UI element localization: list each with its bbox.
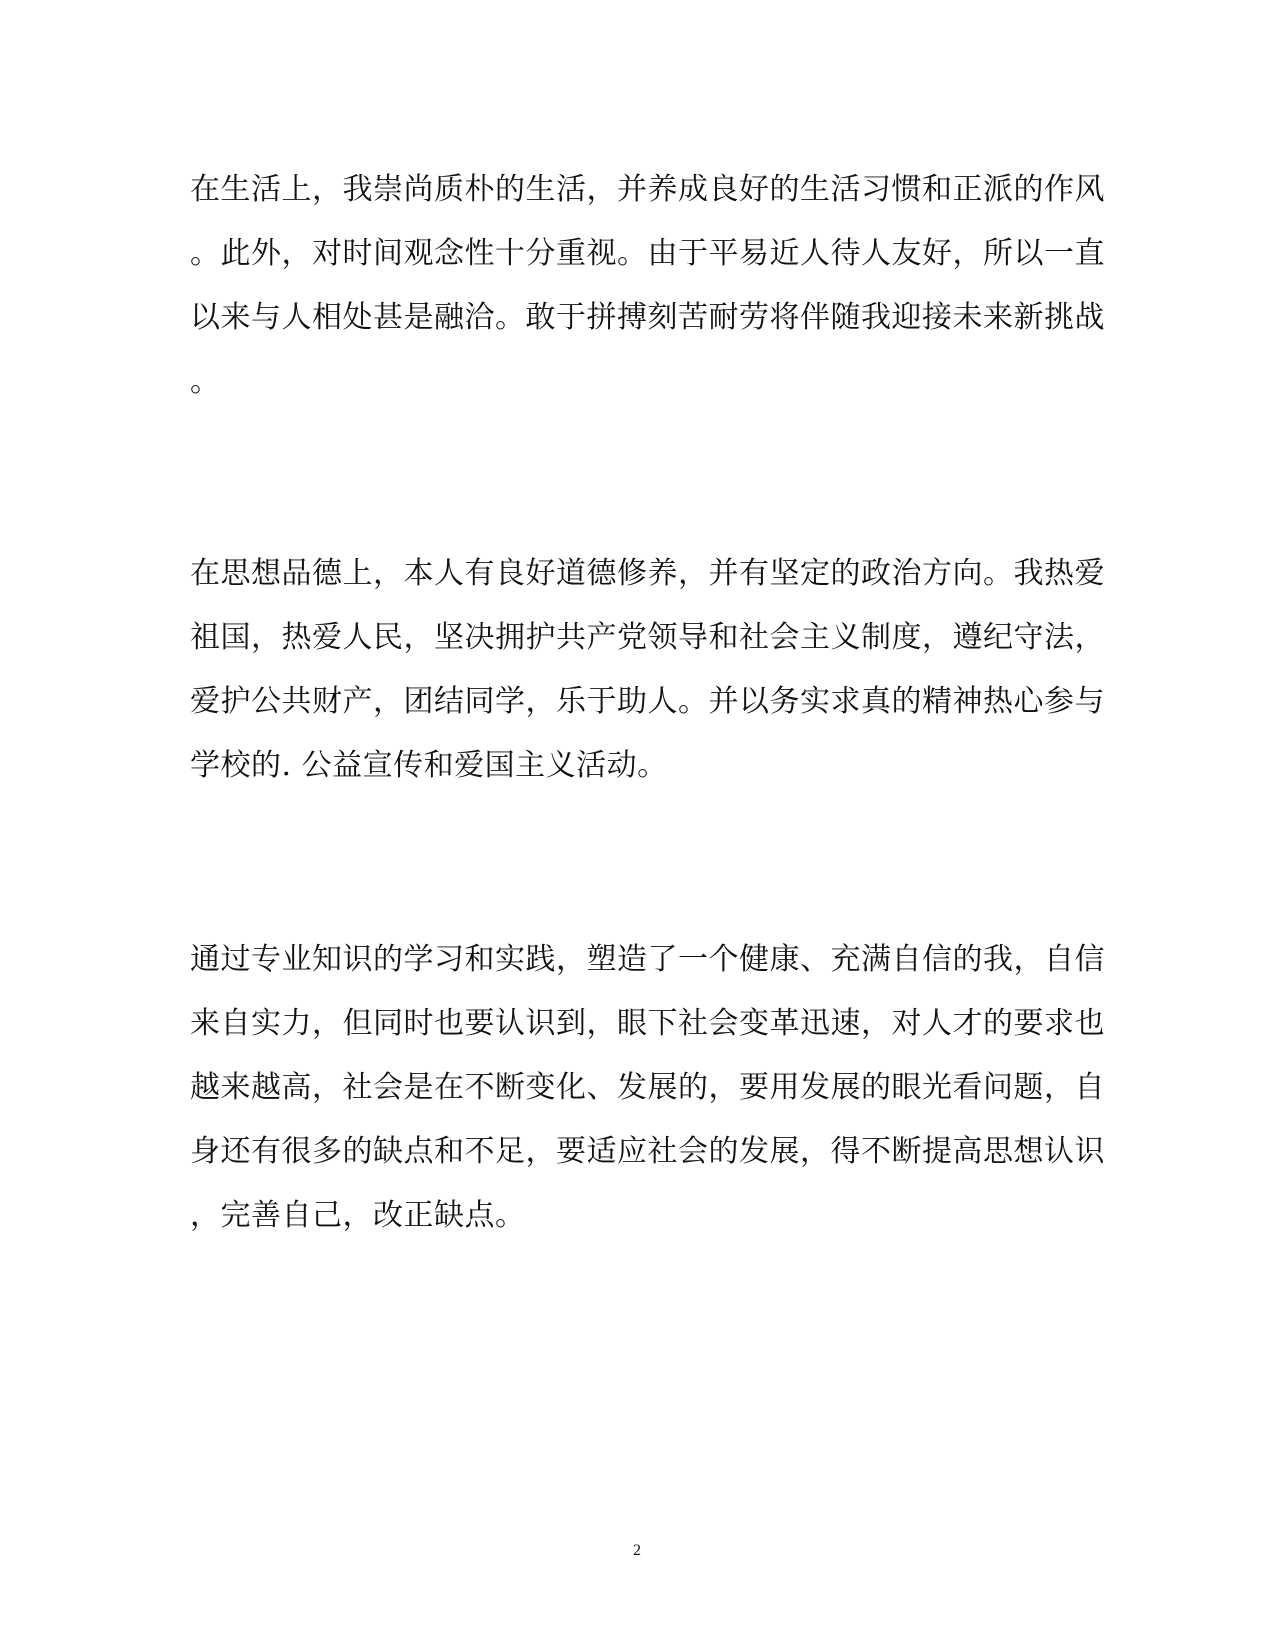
text-line: 通过专业知识的学习和实践，塑造了一个健康、充满自信的我，自信	[190, 942, 1105, 977]
text-line: 。此外，对时间观念性十分重视。由于平易近人待人友好，所以一直	[190, 236, 1105, 271]
text-line: 。	[190, 364, 221, 399]
text-line: 爱护公共财产，团结同学，乐于助人。并以务实求真的精神热心参与	[190, 684, 1105, 719]
text-line: 越来越高，社会是在不断变化、发展的，要用发展的眼光看问题，自	[190, 1070, 1105, 1105]
paragraph-morality	[190, 542, 1105, 798]
text-line: 在生活上，我崇尚质朴的生活，并养成良好的生活习惯和正派的作风	[190, 172, 1105, 207]
text-line: 来自实力，但同时也要认识到，眼下社会变革迅速，对人才的要求也	[190, 1006, 1105, 1041]
paragraph-life	[190, 158, 1105, 414]
text-line: 祖国，热爱人民，坚决拥护共产党领导和社会主义制度，遵纪守法，	[190, 620, 1105, 655]
text-line: 以来与人相处甚是融洽。敢于拼搏刻苦耐劳将伴随我迎接未来新挑战	[190, 300, 1105, 335]
text-line: 身还有很多的缺点和不足，要适应社会的发展，得不断提高思想认识	[190, 1134, 1105, 1169]
text-line: 学校的. 公益宣传和爱国主义活动。	[190, 748, 668, 783]
paragraph-study	[190, 928, 1105, 1248]
text-line: ，完善自己，改正缺点。	[190, 1198, 526, 1233]
page-number: 2	[633, 1542, 641, 1559]
text-line: 在思想品德上，本人有良好道德修养，并有坚定的政治方向。我热爱	[190, 556, 1105, 591]
